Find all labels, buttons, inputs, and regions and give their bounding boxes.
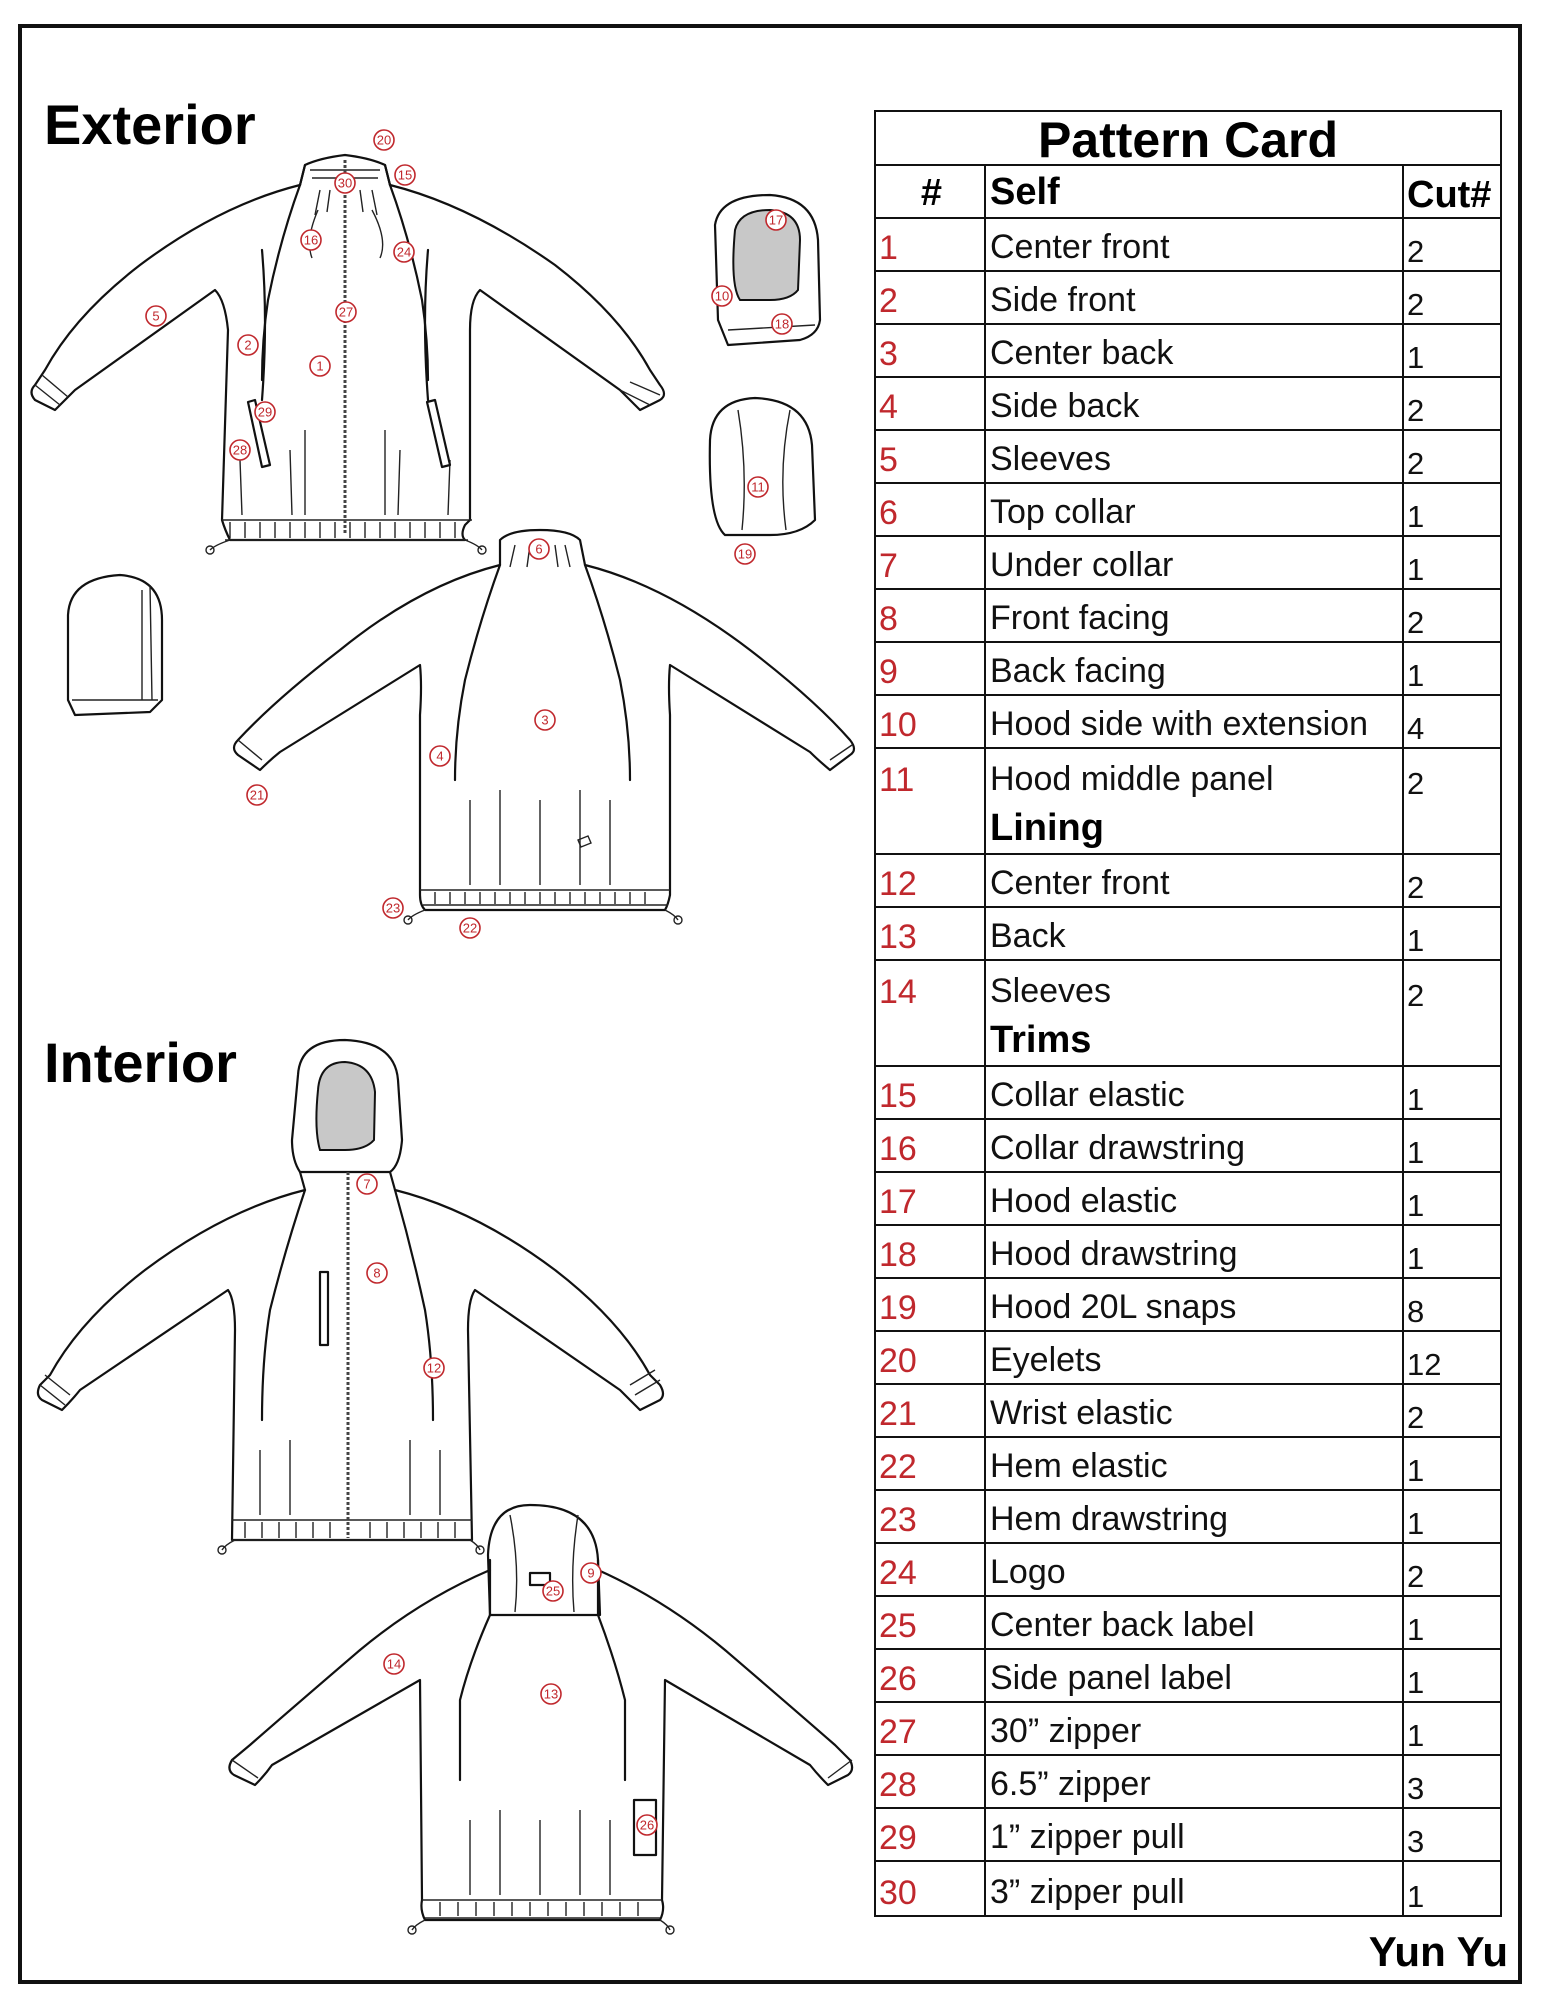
interior-back-jacket [229,1505,852,1934]
cell-num: 26 [876,1650,986,1701]
svg-text:26: 26 [639,1817,655,1833]
cell-num: 7 [876,537,986,588]
group-row-trims [876,1014,1500,1067]
callout-11 [748,477,768,497]
callout-27 [336,302,356,322]
hood-back-view [710,398,815,535]
table-row [876,1385,1500,1438]
cell-name: Hood side with extension [986,696,1404,747]
svg-text:21: 21 [249,787,265,803]
cell-cut: 2 [1407,446,1425,481]
svg-text:19: 19 [737,546,753,562]
svg-text:3: 3 [541,712,549,728]
cell-cut: 1 [1407,1665,1425,1700]
callout-13 [541,1684,561,1704]
table-row [876,1173,1500,1226]
cell-name: Wrist elastic [986,1385,1404,1436]
table-row [876,1756,1500,1809]
table-row [876,643,1500,696]
callout-18 [772,314,792,334]
interior-front-jacket [38,1040,663,1554]
cell-cut: 1 [1407,1453,1425,1488]
cell-num: 22 [876,1438,986,1489]
svg-text:6: 6 [535,541,543,557]
cell-name: Top collar [986,484,1404,535]
svg-text:15: 15 [397,167,413,183]
cell-num: 4 [876,378,986,429]
cell-cut: 1 [1407,1879,1425,1914]
callout-24 [394,242,414,262]
svg-text:27: 27 [338,304,354,320]
svg-text:18: 18 [774,316,790,332]
cell-num: 11 [876,749,986,802]
cell-cut: 2 [1407,605,1425,640]
cell-num: 12 [876,855,986,906]
group-row-lining [876,802,1500,855]
header-self: Self [986,166,1404,217]
table-row [876,431,1500,484]
cell-cut: 1 [1407,340,1425,375]
cell-num: 28 [876,1756,986,1807]
callout-23 [383,898,403,918]
svg-text:22: 22 [462,920,478,936]
cell-num: 16 [876,1120,986,1171]
svg-text:24: 24 [396,244,412,260]
cell-cut: 2 [1407,978,1425,1013]
svg-text:14: 14 [386,1656,402,1672]
svg-text:10: 10 [714,288,730,304]
cell-cut: 1 [1407,1135,1425,1170]
table-row [876,219,1500,272]
table-row [876,1491,1500,1544]
cell-num: 17 [876,1173,986,1224]
cell-cut: 4 [1407,711,1425,746]
pattern-card-title: Pattern Card [876,112,1500,166]
cell-name: Hood elastic [986,1173,1404,1224]
callout-10 [712,286,732,306]
table-row [876,1279,1500,1332]
callout-29 [255,402,275,422]
table-header-row [876,166,1500,219]
callout-4 [430,746,450,766]
cell-name: 3” zipper pull [986,1862,1404,1915]
svg-text:2: 2 [244,337,252,353]
callout-21 [247,785,267,805]
cell-cut: 1 [1407,1082,1425,1117]
callout-28 [230,440,250,460]
cell-num: 3 [876,325,986,376]
table-row [876,1650,1500,1703]
svg-text:16: 16 [303,232,319,248]
svg-text:20: 20 [376,132,392,148]
cell-cut: 1 [1407,1188,1425,1223]
cell-name: Logo [986,1544,1404,1595]
callout-1 [310,356,330,376]
cell-name: Sleeves [986,961,1404,1014]
svg-text:5: 5 [152,308,160,324]
table-row [876,1703,1500,1756]
cell-name: Hood 20L snaps [986,1279,1404,1330]
cell-cut: 1 [1407,499,1425,534]
callout-5 [146,306,166,326]
cell-num: 1 [876,219,986,270]
cell-num: 6 [876,484,986,535]
table-row [876,272,1500,325]
header-num: # [876,166,986,217]
cell-num: 24 [876,1544,986,1595]
pattern-card-table [874,110,1502,1917]
cell-cut: 1 [1407,1506,1425,1541]
cell-cut: 2 [1407,1400,1425,1435]
cell-name: Eyelets [986,1332,1404,1383]
svg-text:12: 12 [426,1360,442,1376]
table-row [876,696,1500,749]
callout-3 [535,710,555,730]
cell-cut: 2 [1407,287,1425,322]
group-label-trims: Trims [986,1014,1404,1065]
cell-name: Back facing [986,643,1404,694]
svg-text:28: 28 [232,442,248,458]
cell-cut: 1 [1407,658,1425,693]
svg-text:1: 1 [316,358,324,374]
callout-17 [766,210,786,230]
svg-text:9: 9 [587,1565,595,1581]
table-row [876,749,1500,802]
svg-text:8: 8 [373,1265,381,1281]
table-row [876,1438,1500,1491]
cell-name: Back [986,908,1404,959]
cell-num: 10 [876,696,986,747]
cell-cut: 8 [1407,1294,1425,1329]
cell-num: 27 [876,1703,986,1754]
header-cut: Cut# [1407,174,1492,216]
table-row [876,325,1500,378]
cell-name: 1” zipper pull [986,1809,1404,1860]
cell-name: Center back label [986,1597,1404,1648]
cell-num: 18 [876,1226,986,1277]
svg-text:29: 29 [257,404,273,420]
cell-name: Center front [986,219,1404,270]
callout-8 [367,1263,387,1283]
cell-name: Hem drawstring [986,1491,1404,1542]
cell-cut: 2 [1407,393,1425,428]
callout-12 [424,1358,444,1378]
designer-signature: Yun Yu [1368,1928,1508,1975]
cell-num: 13 [876,908,986,959]
cell-num: 30 [876,1862,986,1915]
cell-num: 19 [876,1279,986,1330]
callout-9 [581,1563,601,1583]
interior-title: Interior [44,1031,237,1094]
svg-text:7: 7 [363,1176,371,1192]
cell-name: Collar drawstring [986,1120,1404,1171]
cell-name: Hood drawstring [986,1226,1404,1277]
cell-name: Under collar [986,537,1404,588]
cell-cut: 1 [1407,552,1425,587]
cell-cut: 3 [1407,1771,1425,1806]
cell-cut: 2 [1407,1559,1425,1594]
table-row [876,537,1500,590]
cell-num: 9 [876,643,986,694]
cell-num: 29 [876,1809,986,1860]
table-row [876,1597,1500,1650]
table-row [876,378,1500,431]
cell-num: 15 [876,1067,986,1118]
callout-30 [335,173,355,193]
table-row [876,1067,1500,1120]
table-row [876,1226,1500,1279]
table-row [876,908,1500,961]
table-row [876,961,1500,1014]
table-row [876,1862,1500,1915]
cell-name: 30” zipper [986,1703,1404,1754]
cell-cut: 1 [1407,1612,1425,1647]
svg-text:25: 25 [545,1583,561,1599]
cell-cut: 1 [1407,1718,1425,1753]
group-label-lining: Lining [986,802,1404,853]
svg-text:30: 30 [337,175,353,191]
svg-text:17: 17 [768,212,784,228]
cell-cut: 1 [1407,1241,1425,1276]
callout-2 [238,335,258,355]
callout-25 [543,1581,563,1601]
cell-name: Collar elastic [986,1067,1404,1118]
cell-num: 21 [876,1385,986,1436]
table-row [876,855,1500,908]
cell-name: Side back [986,378,1404,429]
callout-15 [395,165,415,185]
cell-num: 25 [876,1597,986,1648]
svg-text:4: 4 [436,748,444,764]
cell-cut: 2 [1407,234,1425,269]
svg-text:23: 23 [385,900,401,916]
callout-26 [637,1815,657,1835]
cell-cut: 2 [1407,766,1425,801]
callout-14 [384,1654,404,1674]
cell-name: Center front [986,855,1404,906]
callout-19 [735,544,755,564]
cell-name: Center back [986,325,1404,376]
cell-name: Side front [986,272,1404,323]
callout-6 [529,539,549,559]
cell-cut: 3 [1407,1824,1425,1859]
cell-name: Sleeves [986,431,1404,482]
table-row [876,1809,1500,1862]
svg-text:13: 13 [543,1686,559,1702]
cell-num: 14 [876,961,986,1014]
callout-7 [357,1174,377,1194]
cell-cut: 2 [1407,870,1425,905]
cell-num: 2 [876,272,986,323]
hood-exterior-side [68,575,162,715]
table-row [876,1120,1500,1173]
cell-name: Front facing [986,590,1404,641]
cell-num: 5 [876,431,986,482]
cell-name: Hem elastic [986,1438,1404,1489]
cell-name: 6.5” zipper [986,1756,1404,1807]
exterior-front-jacket [32,155,665,554]
table-row [876,590,1500,643]
cell-name: Hood middle panel [986,749,1404,802]
exterior-title: Exterior [44,93,256,156]
table-row [876,1332,1500,1385]
callout-22 [460,918,480,938]
callout-16 [301,230,321,250]
cell-cut: 1 [1407,923,1425,958]
cell-name: Side panel label [986,1650,1404,1701]
cell-num: 20 [876,1332,986,1383]
cell-num: 8 [876,590,986,641]
cell-num: 23 [876,1491,986,1542]
table-row [876,1544,1500,1597]
table-row [876,484,1500,537]
svg-text:11: 11 [751,479,765,495]
callout-20 [374,130,394,150]
cell-cut: 12 [1407,1347,1442,1382]
